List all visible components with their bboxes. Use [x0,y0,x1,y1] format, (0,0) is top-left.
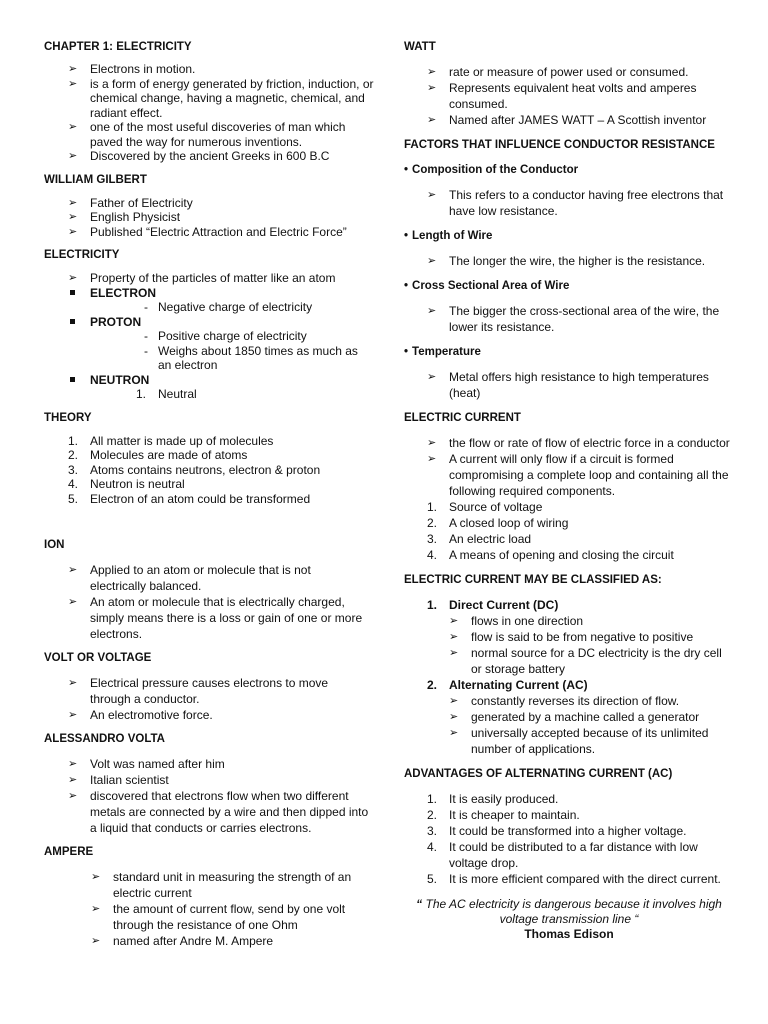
ion-heading: ION [44,539,65,551]
quote-close-mark: “ [634,912,639,926]
temp-title: Temperature [412,346,481,358]
length-heading [404,229,734,244]
electricity-list [90,271,374,300]
list-item: ➢ normal source for a DC electricity is the dry cell or storage battery [471,645,734,677]
composition-title: Composition of the Conductor [412,164,579,176]
ac-wrap [449,677,734,693]
factors-heading: FACTORS THAT INFLUENCE CONDUCTOR RESISTANCE [404,139,715,151]
neutron-label: NEUTRON [90,373,374,388]
quote-text: The AC electricity is dangerous because it involves high voltage transmission line [425,897,722,926]
dc-list [471,613,734,677]
advantages-heading: ADVANTAGES OF ALTERNATING CURRENT (AC) [404,768,673,780]
electron-list [158,300,374,315]
dc-title: 1. Direct Current (DC) [449,597,734,613]
list-item: ➢ generated by a machine called a generator [471,709,734,725]
volta-list [90,756,370,836]
list-item: - Negative charge of electricity [158,300,374,315]
theory-heading: THEORY [44,411,92,424]
list-item: ➢ Electrical pressure causes electrons to move through a conductor. [90,675,370,707]
list-item: ➢ standard unit in measuring the strength of an electric current [113,869,371,901]
list-item: ➢ the amount of current flow, send by one volt through the resistance of one Ohm [113,901,371,933]
proton-wrap [90,315,374,330]
ion-list [90,562,370,642]
list-item: ➢ is a form of energy generated by friction, induction, or chemical change, having a magnetic, chemical, and radiant effect. [90,77,374,121]
chapter-list [90,62,374,164]
electricity-heading: ELECTRICITY [44,249,120,261]
list-item: ➢ An atom or molecule that is electrically charged, simply means there is a loss or gain of one or more electrons. [90,594,370,642]
list-item: 1. Source of voltage [449,499,734,515]
composition-heading [404,163,734,178]
quote-open-mark: “ [416,897,423,911]
proton-label: PROTON [90,315,374,330]
list-item: 5. Electron of an atom could be transformed [90,492,374,507]
current-list [449,435,734,499]
ampere-list [113,869,371,949]
list-item: - Positive charge of electricity [158,329,374,344]
list-item: 5. It is more efficient compared with the direct current. [449,871,734,887]
list-item: ➢ universally accepted because of its unlimited number of applications. [471,725,734,757]
list-item: ➢ Electrons in motion. [90,62,374,77]
list-item: 2. It is cheaper to maintain. [449,807,734,823]
list-item: ➢ English Physicist [90,210,374,225]
classified-list [449,597,734,613]
list-item: ➢ This refers to a conductor having free electrons that have low resistance. [449,187,734,219]
list-item: 2. Molecules are made of atoms [90,448,374,463]
list-item: ➢ Represents equivalent heat volts and amperes consumed. [449,80,734,112]
advantages-list [449,791,734,887]
neutron-list [158,387,374,402]
volt-heading: VOLT OR VOLTAGE [44,652,152,664]
list-item: 3. It could be transformed into a higher voltage. [449,823,734,839]
watt-list [449,64,734,128]
temp-heading [404,345,734,360]
volt-list [90,675,370,723]
list-item: ➢ Published “Electric Attraction and Electric Force” [90,225,374,240]
list-item: 4. It could be distributed to a far distance with low voltage drop. [449,839,734,871]
list-item: 3. An electric load [449,531,734,547]
composition-list [449,187,734,219]
list-item: ➢ rate or measure of power used or consumed. [449,64,734,80]
list-item: ➢ Discovered by the ancient Greeks in 600 B.C [90,149,374,164]
ac-title: 2. Alternating Current (AC) [449,677,734,693]
list-item: ➢ A current will only flow if a circuit is formed compromising a complete loop and containing all the following required components. [449,451,734,499]
list-item: ➢ the flow or rate of flow of electric force in a conductor [449,435,734,451]
volta-heading: ALESSANDRO VOLTA [44,733,165,745]
list-item: 1. All matter is made up of molecules [90,434,374,449]
edison-quote [404,897,734,927]
left-column [44,40,374,949]
list-item: ➢ flows in one direction [471,613,734,629]
list-item: ➢ flow is said to be from negative to positive [471,629,734,645]
list-item: ➢ one of the most useful discoveries of man which paved the way for numerous inventions. [90,120,374,149]
length-title: Length of Wire [412,230,493,242]
list-item: ➢ Italian scientist [90,772,370,788]
list-item: 2. A closed loop of wiring [449,515,734,531]
list-item: ➢ Named after JAMES WATT – A Scottish inventor [449,112,734,128]
right-column [404,40,734,942]
current-heading: ELECTRIC CURRENT [404,412,521,424]
length-list [449,253,734,269]
cross-heading [404,279,734,294]
list-item: ➢ Applied to an atom or molecule that is not electrically balanced. [90,562,370,594]
list-item: - Weighs about 1850 times as much as an electron [158,344,374,373]
list-item: ➢ named after Andre M. Ampere [113,933,371,949]
quote-author: Thomas Edison [524,927,614,941]
list-item: ➢ The longer the wire, the higher is the resistance. [449,253,734,269]
list-item: 4. Neutron is neutral [90,477,374,492]
theory-list [90,434,374,507]
list-item: ➢ Property of the particles of matter like an atom [90,271,374,286]
temp-list [449,369,734,401]
classified-heading: ELECTRIC CURRENT MAY BE CLASSIFIED AS: [404,574,662,586]
list-item: 1. It is easily produced. [449,791,734,807]
cross-title: Cross Sectional Area of Wire [412,280,570,292]
list-item: 1. Neutral [158,387,374,402]
list-item: ➢ Father of Electricity [90,196,374,211]
components-list [449,499,734,563]
list-item: ➢ Volt was named after him [90,756,370,772]
list-item: ➢ constantly reverses its direction of flow. [471,693,734,709]
gilbert-heading: WILLIAM GILBERT [44,173,147,186]
list-item: ➢ An electromotive force. [90,707,370,723]
electron-label: ELECTRON [90,286,374,301]
chapter-heading: CHAPTER 1: ELECTRICITY [44,41,192,53]
ampere-heading: AMPERE [44,846,94,858]
watt-heading: WATT [404,41,436,53]
proton-list [158,329,374,373]
list-item: ➢ The bigger the cross-sectional area of the wire, the lower its resistance. [449,303,734,335]
neutron-wrap [90,373,374,388]
gilbert-list [90,196,374,240]
ac-list [471,693,734,757]
list-item: ➢ discovered that electrons flow when two different metals are connected by a wire and then dipped into a liquid that conducts or carries electrons. [90,788,370,836]
cross-list [449,303,734,335]
list-item: ➢ Metal offers high resistance to high temperatures (heat) [449,369,734,401]
list-item: 3. Atoms contains neutrons, electron & proton [90,463,374,478]
list-item: 4. A means of opening and closing the circuit [449,547,734,563]
